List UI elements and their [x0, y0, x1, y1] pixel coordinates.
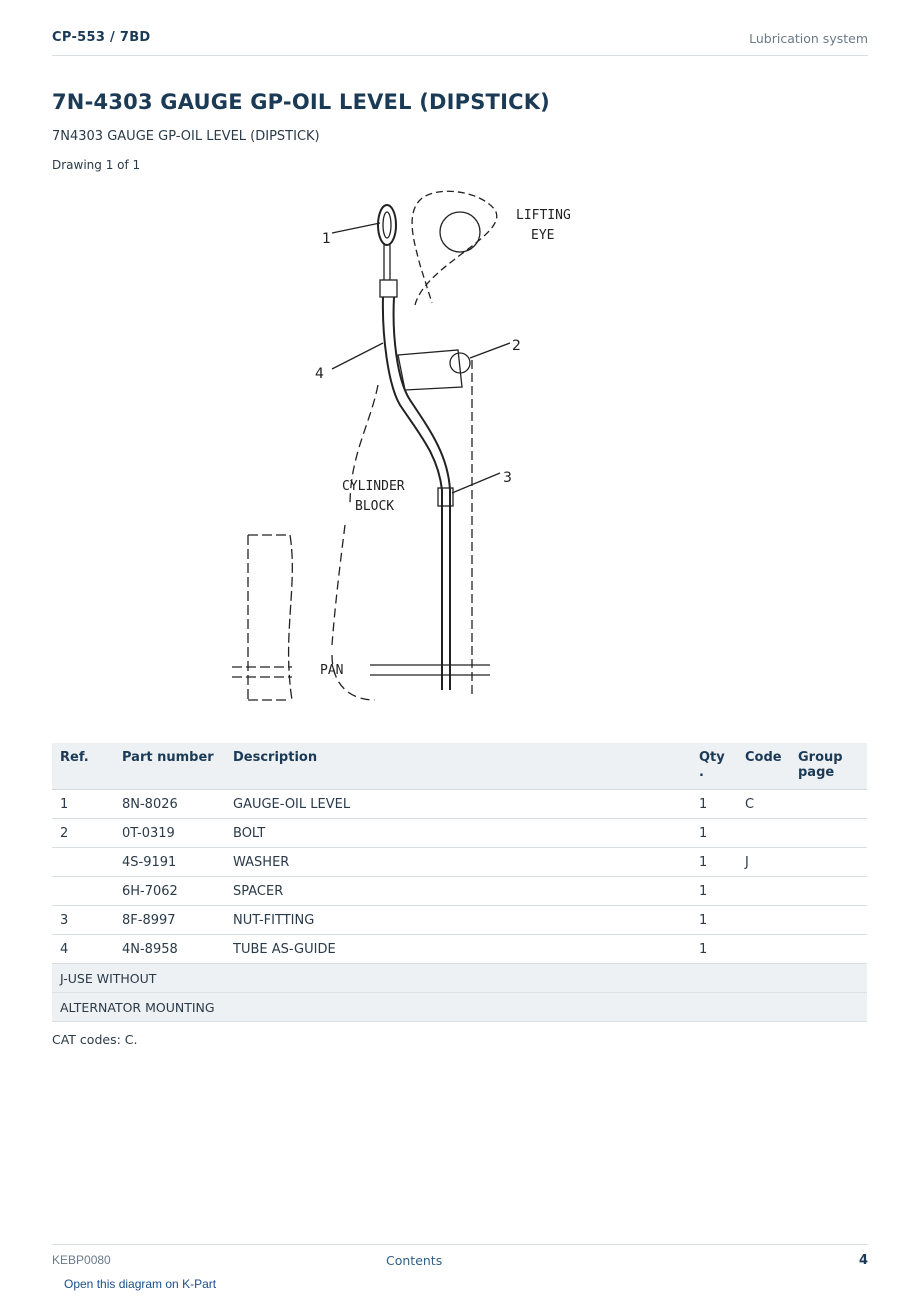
- table-row: [52, 877, 867, 906]
- cell-group-page: [790, 906, 867, 935]
- cell-code: [737, 906, 790, 935]
- cell-group-page: [790, 848, 867, 877]
- lifting-eye-outline: [412, 191, 497, 305]
- cell-part-number: 4S-9191: [114, 848, 225, 877]
- callout-2: 2: [512, 338, 521, 354]
- cell-ref: [52, 848, 114, 877]
- table-row: [52, 819, 867, 848]
- cell-group-page: [790, 790, 867, 819]
- table-row: [52, 906, 867, 935]
- col-code: Code: [737, 743, 790, 790]
- cell-qty: 1: [691, 819, 737, 848]
- col-part-number: Part number: [114, 743, 225, 790]
- col-description: Description: [225, 743, 691, 790]
- cell-group-page: [790, 819, 867, 848]
- cell-qty: 1: [691, 790, 737, 819]
- page-number: 4: [858, 1253, 868, 1268]
- cell-description: TUBE AS-GUIDE: [225, 935, 691, 964]
- note-row: [52, 993, 867, 1022]
- cell-description: NUT-FITTING: [225, 906, 691, 935]
- cell-part-number: 8F-8997: [114, 906, 225, 935]
- table-row: [52, 848, 867, 877]
- callout-3: 3: [503, 470, 512, 486]
- cell-description: GAUGE-OIL LEVEL: [225, 790, 691, 819]
- note-text: J-USE WITHOUT: [52, 964, 867, 993]
- cell-description: WASHER: [225, 848, 691, 877]
- page-title: 7N-4303 GAUGE GP-OIL LEVEL (DIPSTICK): [52, 90, 550, 114]
- drawing-count: Drawing 1 of 1: [52, 158, 141, 172]
- parts-table: [52, 743, 867, 1022]
- note-text: ALTERNATOR MOUNTING: [52, 993, 867, 1022]
- cylinder-block-outline: [332, 385, 378, 700]
- cell-code: J: [737, 848, 790, 877]
- cell-qty: 1: [691, 906, 737, 935]
- callout-4: 4: [315, 366, 324, 382]
- dipstick-ring: [378, 205, 396, 245]
- cell-ref: [52, 877, 114, 906]
- cell-code: [737, 819, 790, 848]
- page-header: [52, 26, 868, 56]
- cell-code: [737, 877, 790, 906]
- cell-ref: 3: [52, 906, 114, 935]
- contents-link[interactable]: Contents: [386, 1253, 443, 1268]
- cell-part-number: 0T-0319: [114, 819, 225, 848]
- footer-divider: [52, 1244, 868, 1246]
- cat-codes: CAT codes: C.: [52, 1032, 138, 1047]
- lifting-eye-hole: [440, 212, 480, 252]
- label-block: BLOCK: [355, 499, 395, 514]
- cell-part-number: 6H-7062: [114, 877, 225, 906]
- parts-diagram: [220, 185, 571, 720]
- document-id: CP-553 / 7BD: [52, 30, 151, 45]
- label-pan: PAN: [320, 663, 344, 678]
- col-group-page: Group page: [790, 743, 867, 790]
- tube-cap: [380, 280, 397, 297]
- open-diagram-link[interactable]: Open this diagram on K-Part: [64, 1277, 217, 1291]
- cell-qty: 1: [691, 935, 737, 964]
- cell-ref: 2: [52, 819, 114, 848]
- col-ref: Ref.: [52, 743, 114, 790]
- page-subtitle: 7N4303 GAUGE GP-OIL LEVEL (DIPSTICK): [52, 129, 320, 144]
- cell-description: SPACER: [225, 877, 691, 906]
- cell-group-page: [790, 877, 867, 906]
- cell-ref: 4: [52, 935, 114, 964]
- note-row: [52, 964, 867, 993]
- cell-qty: 1: [691, 877, 737, 906]
- cell-description: BOLT: [225, 819, 691, 848]
- cell-code: [737, 935, 790, 964]
- table-body: [52, 790, 867, 1022]
- footer-doc-code: KEBP0080: [52, 1253, 111, 1267]
- cell-part-number: 8N-8026: [114, 790, 225, 819]
- col-qty: Qty .: [691, 743, 737, 790]
- cell-part-number: 4N-8958: [114, 935, 225, 964]
- label-eye: EYE: [531, 228, 555, 243]
- cell-qty: 1: [691, 848, 737, 877]
- table-row: [52, 935, 867, 964]
- label-lifting: LIFTING: [516, 208, 571, 223]
- table-header-row: [52, 743, 867, 790]
- table-row: [52, 790, 867, 819]
- cell-code: C: [737, 790, 790, 819]
- section-name: Lubrication system: [749, 31, 868, 46]
- cell-ref: 1: [52, 790, 114, 819]
- cell-group-page: [790, 935, 867, 964]
- callout-1: 1: [322, 231, 331, 247]
- label-cylinder: CYLINDER: [342, 479, 405, 494]
